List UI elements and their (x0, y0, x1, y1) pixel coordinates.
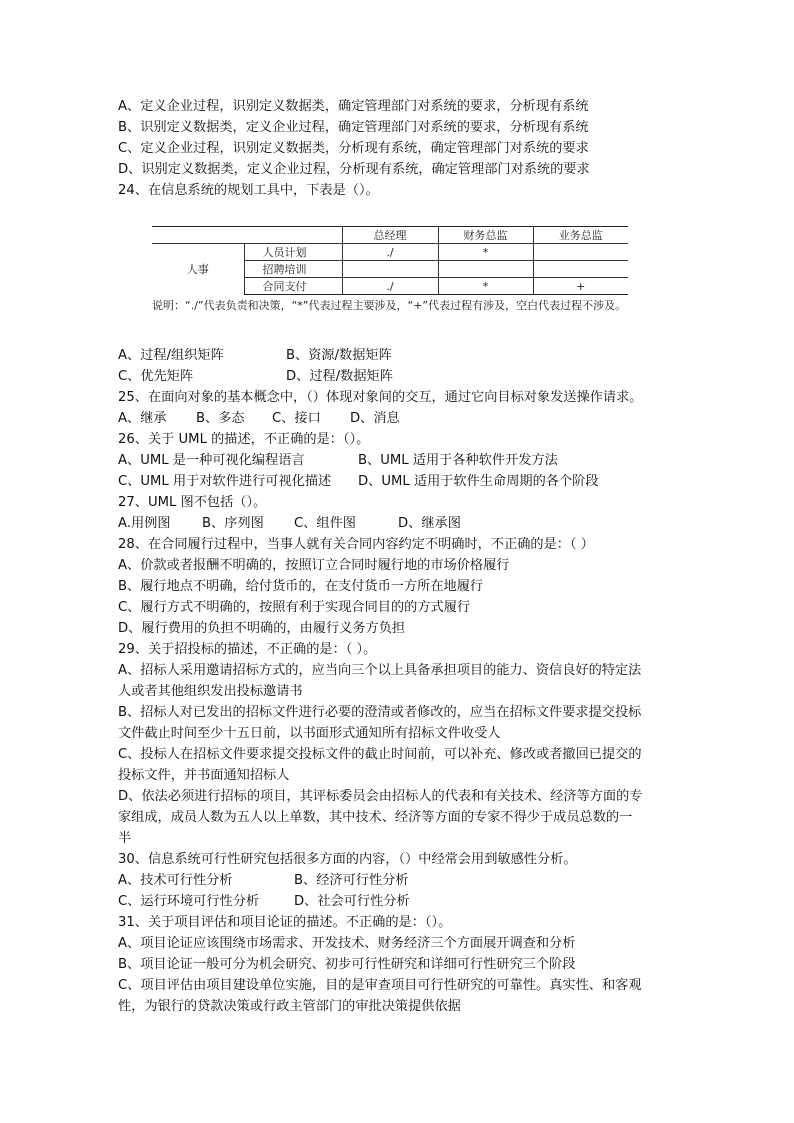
q31-line: A、项目论证应该围绕市场需求、开发技术、财务经济三个方面展开调查和分析 (118, 936, 576, 951)
q30-option-d: D、社会可行性分析 (294, 894, 410, 909)
q28-option-d: D、履行费用的负担不明确的，由履行义务方负担 (118, 621, 406, 636)
q29-line: 投标文件，并书面通知招标人 (118, 768, 290, 783)
q31-question: 31、关于项目评估和项目论证的描述。不正确的是：（）。 (118, 915, 452, 930)
q29-line: D、依法必须进行招标的项目，其评标委员会由招标人的代表和有关技术、经济等方面的专 (118, 789, 643, 804)
q25-option-d: D、消息 (350, 411, 400, 426)
q30-option-c: C、运行环境可行性分析 (118, 894, 260, 909)
q23-option-d: D、识别定义数据类，定义企业过程，分析现有系统，确定管理部门对系统的要求 (118, 162, 590, 177)
q25-option-c: C、接口 (272, 411, 321, 426)
q30-option-b: B、经济可行性分析 (294, 873, 409, 888)
q30-question: 30、信息系统可行性研究包括很多方面的内容，（）中经常会用到敏感性分析。 (118, 852, 577, 867)
matrix-cell (438, 261, 533, 278)
matrix-row-label: 人员计划 (244, 244, 342, 261)
q27-option-c: C、组件图 (294, 516, 356, 531)
q28-option-a: A、价款或者报酬不明确的，按照订立合同时履行地的市场价格履行 (118, 558, 510, 573)
matrix-header-general-manager: 总经理 (342, 227, 438, 244)
q28-question: 28、在合同履行过程中，当事人就有关合同内容约定不明确时，不正确的是：（ ） (118, 537, 594, 552)
q26-option-b: B、UML 适用于各种软件开发方法 (358, 453, 558, 468)
q25-option-b: B、多态 (196, 411, 245, 426)
q31-line: C、项目评估由项目建设单位实施，目的是审查项目可行性研究的可靠性。真实性、和客观 (118, 978, 642, 993)
matrix-row-label: 招聘培训 (244, 261, 342, 278)
q24-options-row-1 (118, 346, 392, 366)
q24-option-b: B、资源/数据矩阵 (286, 348, 392, 363)
matrix-row-label: 合同支付 (244, 278, 342, 295)
q29-line: 半 (118, 831, 132, 846)
q29-line: 家组成，成员人数为五人以上单数，其中技术、经济等方面的专家不得少于成员总数的一 (118, 810, 633, 825)
matrix-header-business-director: 业务总监 (533, 227, 628, 244)
process-organization-matrix (152, 226, 628, 314)
matrix-cell (533, 261, 628, 278)
matrix-group-label: 人事 (152, 244, 244, 295)
q30-option-a: A、技术可行性分析 (118, 873, 233, 888)
q26-options-row-2 (118, 472, 599, 492)
q30-options-row-2 (118, 892, 410, 912)
q30-options-row-1 (118, 871, 409, 891)
q27-options (118, 514, 461, 534)
q28-option-c: C、履行方式不明确的，按照有利于实现合同目的的方式履行 (118, 600, 471, 615)
q26-question: 26、关于 UML 的描述，不正确的是：（）。 (118, 432, 370, 447)
q29-line: C、投标人在招标文件要求提交投标文件的截止时间前，可以补充、修改或者撤回已提交的 (118, 747, 642, 762)
q24-option-a: A、过程/组织矩阵 (118, 348, 224, 363)
matrix-cell: ./ (342, 278, 438, 295)
q23-option-c: C、定义企业过程，识别定义数据类，分析现有系统，确定管理部门对系统的要求 (118, 141, 589, 156)
q25-question: 25、在面向对象的基本概念中，（）体现对象间的交互，通过它向目标对象发送操作请求。 (118, 390, 643, 405)
q27-option-d: D、继承图 (398, 516, 461, 531)
q26-option-a: A、UML 是一种可视化编程语言 (118, 453, 305, 468)
matrix-cell: * (438, 244, 533, 261)
matrix-corner (152, 227, 244, 244)
q25-options (118, 409, 400, 429)
q29-line: 人或者其他组织发出投标邀请书 (118, 684, 303, 699)
q23-option-a: A、定义企业过程，识别定义数据类，确定管理部门对系统的要求，分析现有系统 (118, 99, 589, 114)
q29-line: B、招标人对已发出的招标文件进行必要的澄清或者修改的，应当在招标文件要求提交投标 (118, 705, 642, 720)
matrix-header-finance-director: 财务总监 (438, 227, 533, 244)
q26-option-c: C、UML 用于对软件进行可视化描述 (118, 474, 332, 489)
matrix-table (152, 226, 628, 295)
q27-question: 27、UML 图不包括（）。 (118, 495, 267, 510)
q27-option-b: B、序列图 (202, 516, 264, 531)
matrix-note: 说明：“./”代表负责和决策，“*”代表过程主要涉及，“+”代表过程有涉及，空白代表过程不涉及。 (152, 299, 627, 312)
q24-options-row-2 (118, 367, 393, 387)
q29-line: 文件截止时间至少十五日前，以书面形式通知所有招标文件收受人 (118, 726, 501, 741)
matrix-cell: ./ (342, 244, 438, 261)
q25-option-a: A、继承 (118, 411, 167, 426)
q26-option-d: D、UML 适用于软件生命周期的各个阶段 (358, 474, 599, 489)
matrix-cell: * (438, 278, 533, 295)
matrix-cell (533, 244, 628, 261)
q26-options-row-1 (118, 451, 558, 471)
q29-line: A、招标人采用邀请招标方式的，应当向三个以上具备承担项目的能力、资信良好的特定法 (118, 663, 642, 678)
q24-option-c: C、优先矩阵 (118, 369, 194, 384)
q31-line: B、项目论证一般可分为机会研究、初步可行性研究和详细可行性研究三个阶段 (118, 957, 576, 972)
q27-option-a: A.用例图 (118, 516, 171, 531)
q31-line: 性，为银行的贷款决策或行政主管部门的审批决策提供依据 (118, 999, 461, 1014)
q23-option-b: B、识别定义数据类，定义企业过程，确定管理部门对系统的要求，分析现有系统 (118, 120, 589, 135)
matrix-corner-2 (244, 227, 342, 244)
matrix-cell (342, 261, 438, 278)
q24-question: 24、在信息系统的规划工具中，下表是（）。 (118, 183, 379, 198)
q28-option-b: B、履行地点不明确，给付货币的，在支付货币一方所在地履行 (118, 579, 484, 594)
matrix-cell: + (533, 278, 628, 295)
q24-option-d: D、过程/数据矩阵 (286, 369, 393, 384)
q29-question: 29、关于招投标的描述，不正确的是：（ ）。 (118, 642, 377, 657)
